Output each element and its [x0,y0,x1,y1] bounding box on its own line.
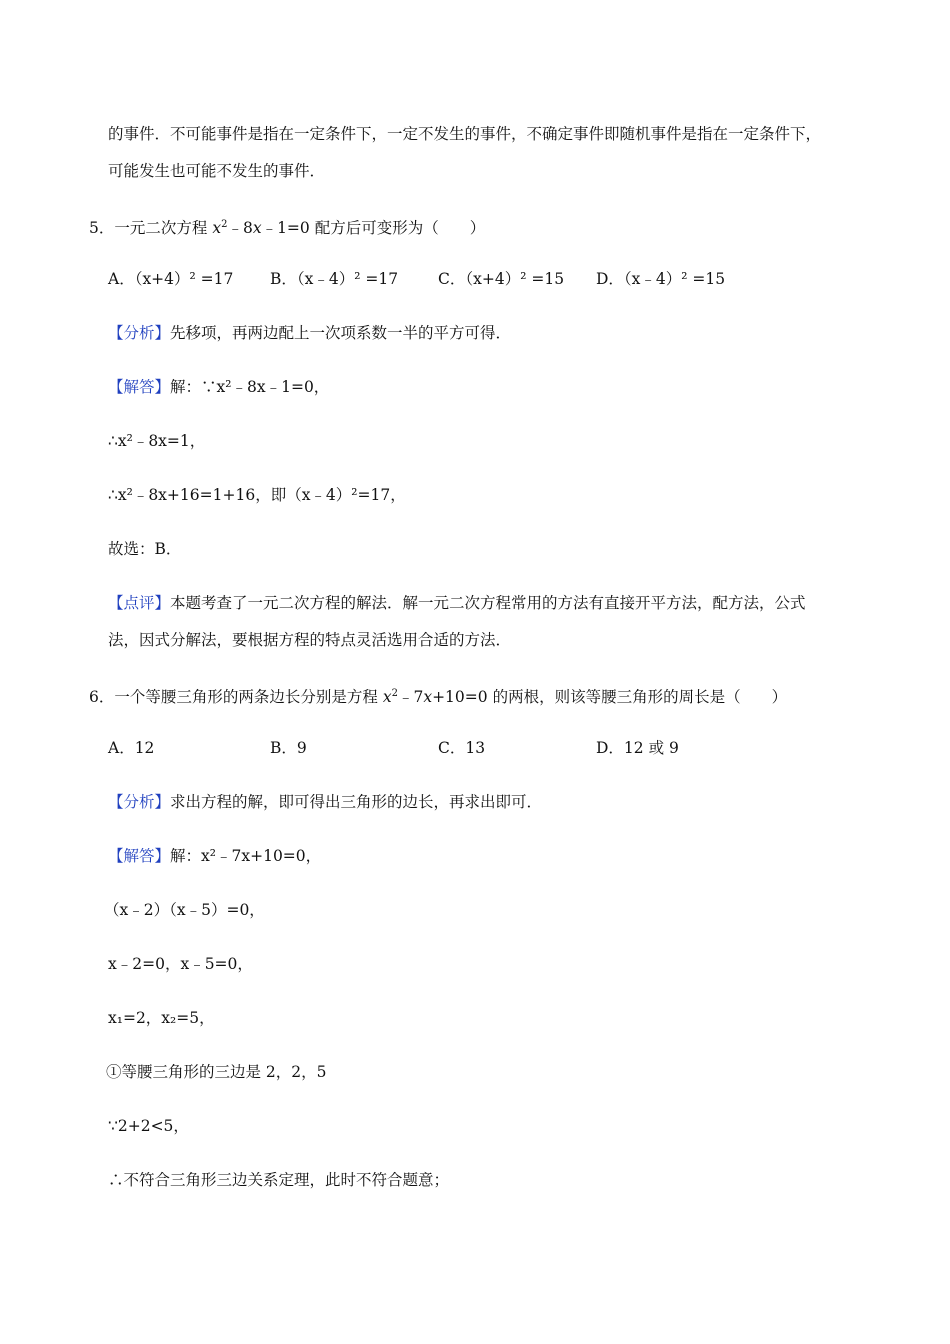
q5-step-3: ∴x²﹣8x+16=1+16，即（x﹣4）²=17， [108,486,406,504]
q6-answer [108,846,321,866]
q5-stem-prefix: 5．一元二次方程 [89,219,208,237]
q5-answer-tag: 【解答】 [108,378,171,396]
q6-case-1: ①等腰三角形的三边是 2，2，5 [106,1063,327,1081]
q6-conclusion: ∴不符合三角形三边关系定理，此时不符合题意； [108,1171,450,1189]
q6-stem-suffix: 的两根，则该等腰三角形的周长是（ ） [492,688,788,706]
q6-step-4: x₁=2，x₂=5， [108,1009,215,1027]
q5-step-1: ∵x²﹣8x﹣1=0， [201,378,330,396]
q6-analysis-text: 求出方程的解，即可得出三角形的边长，再求出即可． [170,793,543,811]
q5-step-2: ∴x²﹣8x=1， [108,432,206,450]
q5-analysis-text: 先移项，再两边配上一次项系数一半的平方可得． [170,324,512,342]
q5-comment-tag: 【点评】 [108,594,171,612]
q6-stem [89,684,787,707]
q6-option-b: B．9 [270,739,307,757]
q6-equation: $x^2﹣7x+10=0$ [382,688,488,706]
q5-stem [89,215,485,238]
q5-option-c: C．（x+4）² =15 [438,270,565,288]
q5-comment-line-2: 法，因式分解法，要根据方程的特点灵活选用合适的方法． [108,631,512,649]
q6-option-c: C．13 [438,739,486,757]
q5-choice: 故选：B． [108,540,182,558]
q5-answer [108,377,329,397]
q5-option-a: A．（x+4）² =17 [108,270,234,288]
q5-comment-line-1: 本题考查了一元二次方程的解法．解一元二次方程常用的方法有直接开平方法，配方法，公式 [170,594,806,612]
q6-analysis [108,792,542,812]
q6-option-d: D．12 或 9 [596,739,679,757]
intro-line-1: 的事件．不可能事件是指在一定条件下，一定不发生的事件，不确定事件即随机事件是指在一定条件下， [108,125,822,143]
q5-stem-suffix: 配方后可变形为（ ） [314,219,486,237]
q6-step-1: x²﹣7x+10=0， [201,847,322,865]
q5-equation: $x^2﹣8x﹣1=0$ [212,219,310,237]
q6-since: ∵2+2<5， [108,1117,189,1135]
q6-step-2: （x﹣2）（x﹣5）=0， [104,901,265,919]
q6-step-3: x﹣2=0，x﹣5=0， [108,955,253,973]
q6-answer-tag: 【解答】 [108,847,171,865]
q5-answer-prefix: 解： [170,378,202,396]
q5-option-d: D．（x﹣4）² =15 [596,270,726,288]
q6-analysis-tag: 【分析】 [108,793,171,811]
q5-comment [108,593,806,613]
q5-analysis-tag: 【分析】 [108,324,171,342]
q5-option-b: B．（x﹣4）² =17 [270,270,399,288]
q6-stem-prefix: 6．一个等腰三角形的两条边长分别是方程 [89,688,378,706]
q5-analysis [108,323,511,343]
q6-answer-prefix: 解： [170,847,202,865]
q6-option-a: A．12 [108,739,155,757]
intro-line-2: 可能发生也可能不发生的事件． [108,162,326,180]
